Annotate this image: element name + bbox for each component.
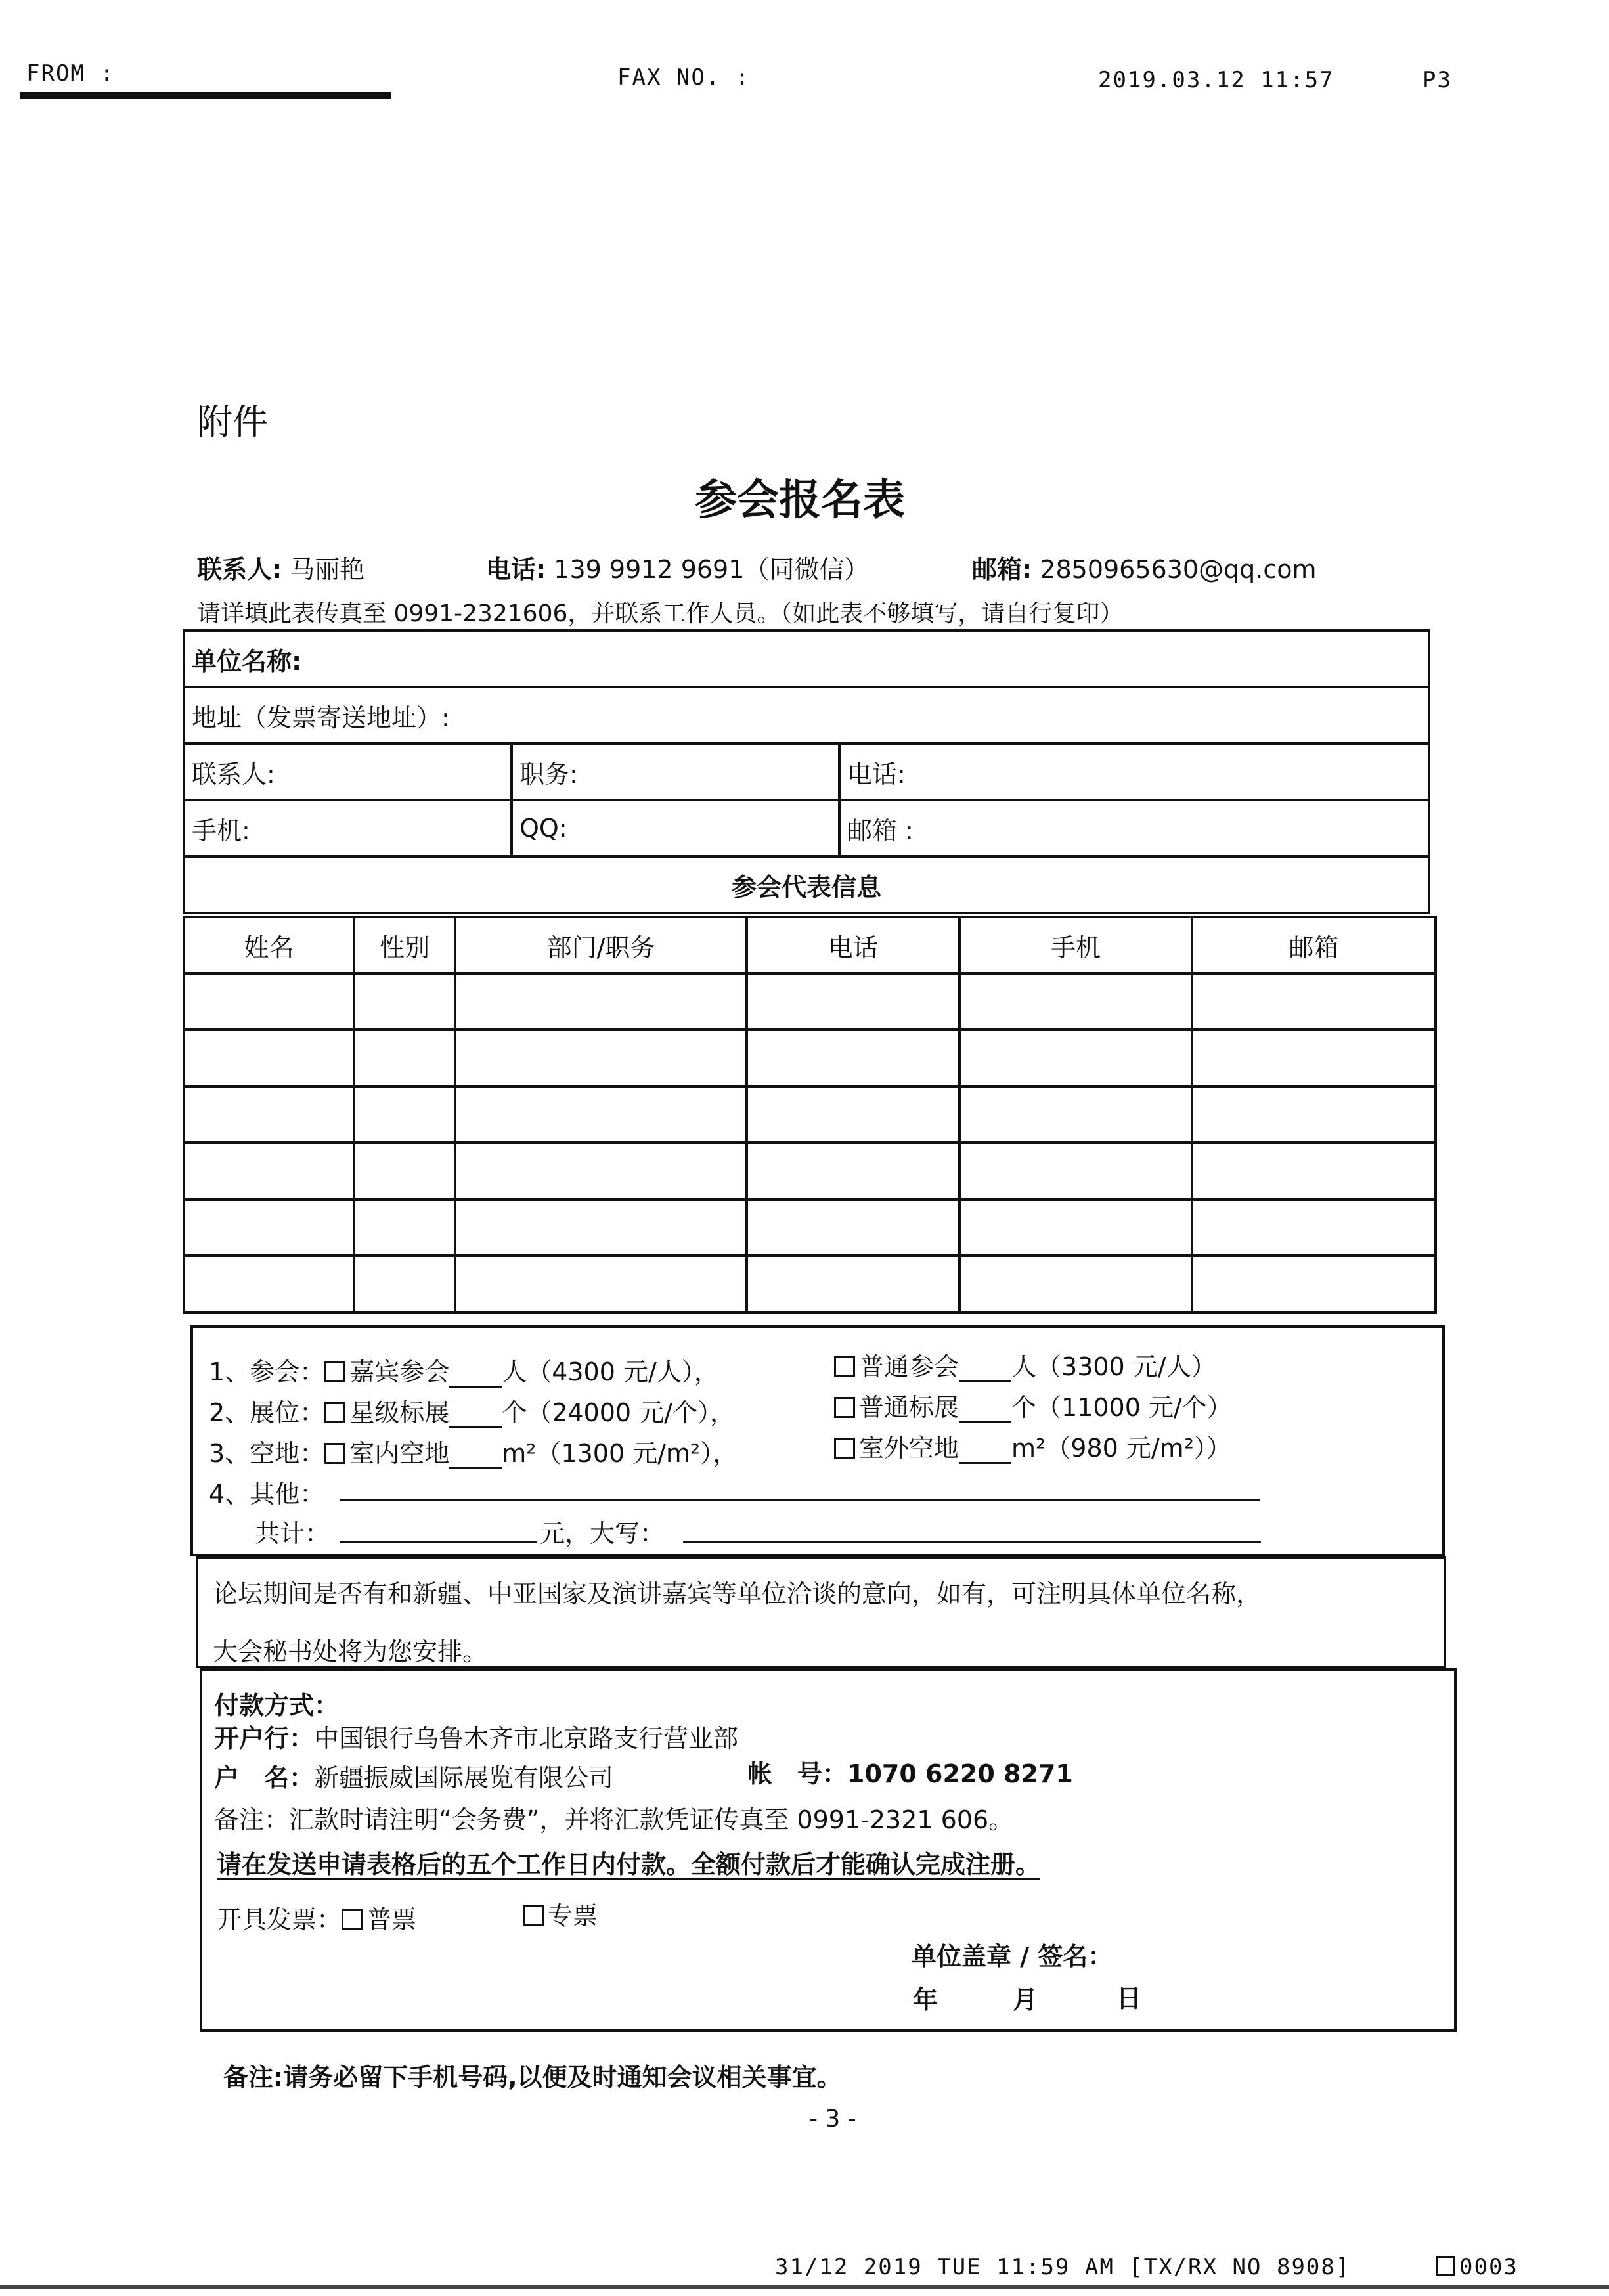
table-row[interactable] bbox=[184, 1199, 1436, 1256]
qq-label: QQ: bbox=[519, 814, 567, 843]
col-mobile: 手机 bbox=[959, 917, 1192, 973]
account-name-label: 户 名： bbox=[214, 1763, 315, 1792]
registration-form-upper bbox=[183, 629, 1430, 914]
star-booth-unit: 个（24000 元/个）， bbox=[502, 1398, 735, 1427]
account-number: 1070 6220 8271 bbox=[847, 1759, 1073, 1788]
telephone-label: 电话: bbox=[847, 759, 906, 789]
fax-footer-count: 0003 bbox=[1459, 2254, 1518, 2280]
col-name: 姓名 bbox=[184, 917, 354, 973]
fax-footer-count-group bbox=[1436, 2254, 1518, 2280]
contact-person: 马丽艳 bbox=[290, 555, 365, 584]
invoice-normal-label: 普票 bbox=[366, 1905, 417, 1934]
bank-name: 中国银行乌鲁木齐市北京路支行营业部 bbox=[314, 1724, 739, 1753]
col-gender: 性别 bbox=[354, 917, 455, 973]
contact-phone-group bbox=[486, 549, 869, 585]
star-booth-blank[interactable] bbox=[449, 1407, 502, 1428]
indoor-checkbox[interactable] bbox=[324, 1443, 345, 1464]
account-number-label: 帐 号： bbox=[747, 1759, 848, 1788]
table-row[interactable] bbox=[184, 973, 1436, 1030]
contact-email: 2850965630@qq.com bbox=[1040, 555, 1317, 584]
yuan-daxie-label: 元，大写： bbox=[540, 1519, 665, 1548]
contact-email-label: 邮箱: bbox=[972, 555, 1032, 584]
normal-booth-checkbox[interactable] bbox=[834, 1397, 855, 1418]
guest-attend-blank[interactable] bbox=[449, 1366, 502, 1388]
normal-booth-label: 普通标展 bbox=[859, 1393, 959, 1422]
redaction-bar bbox=[20, 92, 391, 99]
date-month: 月 bbox=[1013, 1985, 1038, 2014]
account-number-line bbox=[747, 1754, 1073, 1790]
mailbox-label: 邮箱 : bbox=[847, 816, 914, 845]
attachment-label: 附件 bbox=[197, 401, 268, 443]
invoice-label: 开具发票： bbox=[217, 1905, 342, 1934]
star-booth-checkbox[interactable] bbox=[324, 1402, 345, 1423]
normal-attend-checkbox[interactable] bbox=[834, 1356, 855, 1377]
contact-person-field-label: 联系人: bbox=[192, 759, 275, 789]
guest-attend-label: 嘉宾参会 bbox=[349, 1358, 450, 1386]
normal-booth-blank[interactable] bbox=[959, 1402, 1011, 1423]
fee-line-4: 4、其他： bbox=[209, 1480, 325, 1509]
position-label: 职务: bbox=[519, 759, 578, 789]
outdoor-checkbox[interactable] bbox=[834, 1438, 855, 1459]
contact-person-field[interactable] bbox=[184, 743, 512, 800]
fax-count-icon bbox=[1436, 2256, 1455, 2276]
contact-email-group bbox=[972, 549, 1317, 585]
date-year: 年 bbox=[913, 1985, 938, 2014]
mobile-label: 手机: bbox=[192, 816, 250, 845]
page-title: 参会报名表 bbox=[695, 476, 905, 525]
fax-datetime: 2019.03.12 11:57 bbox=[1098, 67, 1334, 93]
daxie-line[interactable] bbox=[683, 1541, 1261, 1543]
payment-deadline: 请在发送申请表格后的五个工作日内付款。全额付款后才能确认完成注册。 bbox=[217, 1850, 1041, 1879]
unit-name-field[interactable] bbox=[184, 630, 1429, 687]
fee-line-1 bbox=[209, 1352, 719, 1388]
contact-line bbox=[197, 549, 364, 585]
mailbox-field[interactable] bbox=[839, 800, 1429, 856]
forum-question-line-2: 大会秘书处将为您安排。 bbox=[213, 1637, 488, 1666]
table-row[interactable] bbox=[184, 1030, 1436, 1086]
mobile-field[interactable] bbox=[184, 800, 512, 856]
qq-field[interactable] bbox=[512, 800, 839, 856]
table-row[interactable] bbox=[184, 1256, 1436, 1312]
contact-phone: 139 9912 9691（同微信） bbox=[554, 555, 870, 584]
delegate-table bbox=[183, 916, 1437, 1314]
col-dept-position: 部门/职务 bbox=[455, 917, 747, 973]
payment-note: 备注：汇款时请注明“会务费”，并将汇款凭证传真至 0991-2321 606。 bbox=[214, 1805, 1014, 1834]
telephone-field[interactable] bbox=[839, 743, 1429, 800]
invoice-special-label: 专票 bbox=[548, 1901, 598, 1930]
fee-line3-label: 3、空地： bbox=[209, 1439, 325, 1468]
bank-label: 开户行： bbox=[214, 1724, 315, 1753]
fax-footer: 31/12 2019 TUE 11:59 AM [TX/RX NO 8908] bbox=[775, 2254, 1351, 2280]
col-email: 邮箱 bbox=[1192, 917, 1436, 973]
normal-attend-blank[interactable] bbox=[959, 1361, 1011, 1382]
table-row[interactable] bbox=[184, 1086, 1436, 1143]
fee-line-2-right bbox=[834, 1387, 1232, 1423]
invoice-normal-checkbox[interactable] bbox=[342, 1909, 363, 1930]
stamp-signature-label: 单位盖章 / 签名： bbox=[912, 1942, 1113, 1971]
invoice-line bbox=[217, 1899, 416, 1935]
normal-attend-unit: 人（3300 元/人） bbox=[1011, 1352, 1216, 1381]
bank-line bbox=[214, 1718, 738, 1754]
normal-attend-label: 普通参会 bbox=[859, 1352, 959, 1381]
guest-attend-unit: 人（4300 元/人）， bbox=[502, 1358, 719, 1386]
unit-name-label: 单位名称: bbox=[192, 646, 302, 676]
fee-line-3 bbox=[209, 1433, 738, 1469]
footer-note: 备注:请务必留下手机号码,以便及时通知会议相关事宜。 bbox=[223, 2063, 842, 2092]
invoice-special-checkbox[interactable] bbox=[523, 1905, 544, 1926]
indoor-blank[interactable] bbox=[449, 1447, 502, 1469]
page-number: - 3 - bbox=[809, 2106, 856, 2132]
normal-booth-unit: 个（11000 元/个） bbox=[1011, 1393, 1232, 1422]
address-field[interactable] bbox=[184, 687, 1429, 743]
indoor-label: 室内空地 bbox=[349, 1439, 450, 1468]
fax-from-label: FROM : bbox=[26, 60, 115, 87]
fee-line-1-right bbox=[834, 1346, 1216, 1382]
account-name: 新疆振威国际展览有限公司 bbox=[314, 1763, 614, 1792]
date-day: 日 bbox=[1116, 1984, 1142, 2013]
total-label: 共计： bbox=[255, 1519, 330, 1548]
guest-attend-checkbox[interactable] bbox=[324, 1361, 345, 1382]
fee-line-2 bbox=[209, 1392, 735, 1428]
other-blank-line[interactable] bbox=[340, 1499, 1260, 1501]
address-label: 地址（发票寄送地址）: bbox=[192, 703, 450, 732]
position-field[interactable] bbox=[512, 743, 839, 800]
forum-question-line-1: 论坛期间是否有和新疆、中亚国家及演讲嘉宾等单位洽谈的意向，如有，可注明具体单位名称， bbox=[213, 1579, 1262, 1608]
fax-page: P3 bbox=[1422, 67, 1452, 93]
fee-line2-label: 2、展位： bbox=[209, 1398, 325, 1427]
contact-person-label: 联系人: bbox=[197, 555, 282, 584]
indoor-unit: m²（1300 元/m²）， bbox=[502, 1439, 738, 1468]
total-amount-line[interactable] bbox=[340, 1541, 537, 1543]
outdoor-blank[interactable] bbox=[959, 1442, 1011, 1464]
table-row[interactable] bbox=[184, 1143, 1436, 1199]
account-name-line bbox=[214, 1757, 613, 1794]
delegate-header-row bbox=[184, 917, 1436, 973]
outdoor-label: 室外空地 bbox=[859, 1434, 959, 1463]
bottom-edge-line bbox=[0, 2285, 1609, 2289]
outdoor-unit: m²（980 元/m²）） bbox=[1011, 1434, 1231, 1463]
payment-title: 付款方式： bbox=[214, 1691, 340, 1720]
fee-line1-label: 1、参会： bbox=[209, 1358, 325, 1386]
invoice-special-group bbox=[523, 1895, 598, 1932]
fax-number-label: FAX NO. : bbox=[617, 64, 751, 91]
col-telephone: 电话 bbox=[747, 917, 959, 973]
instruction-text: 请详填此表传真至 0991-2321606，并联系工作人员。（如此表不够填写，请自行复印） bbox=[197, 600, 1124, 627]
fee-line-3-right bbox=[834, 1428, 1231, 1464]
delegate-section-title: 参会代表信息 bbox=[184, 856, 1429, 913]
contact-phone-label: 电话: bbox=[486, 555, 546, 584]
star-booth-label: 星级标展 bbox=[349, 1398, 450, 1427]
